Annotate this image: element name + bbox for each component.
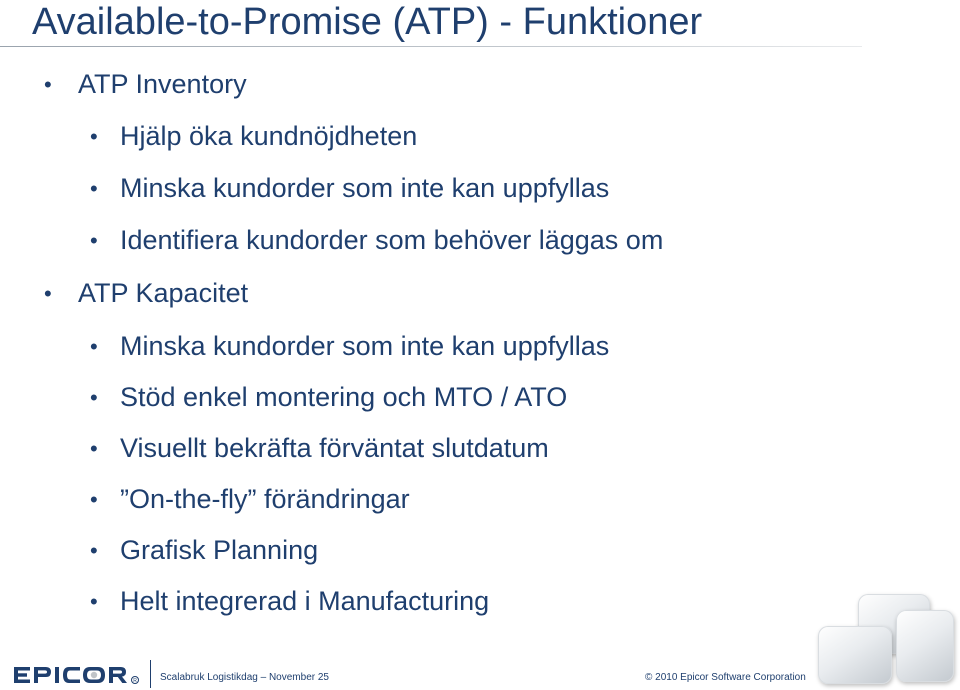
footer-copyright: © 2010 Epicor Software Corporation [645,672,806,683]
footer-divider [150,660,151,688]
bullet-item [90,330,610,362]
slide-title: Available-to-Promise (ATP) - Funktioner [32,1,703,43]
bullet-item [90,585,490,617]
epicor-logo [14,664,142,686]
bullet-item [90,120,418,152]
bullet-dot-icon: • [90,538,98,563]
bullet-dot-icon: • [44,72,52,97]
bullet-item [90,381,568,413]
bullet-dot-icon: • [44,281,52,306]
bullet-dot-icon: • [90,385,98,410]
bullet-dot-icon: • [90,176,98,201]
bullet-item [90,432,549,464]
bullet-dot-icon: • [90,228,98,253]
cube-icon [896,610,954,682]
cube-icon [818,626,892,684]
bullet-text: Grafisk Planning [120,535,319,565]
bullet-text: Identifiera kundorder som behöver läggas om [120,225,664,255]
bullet-text: Minska kundorder som inte kan uppfyllas [120,173,610,203]
bullet-item [44,277,249,309]
title-divider [0,46,862,47]
bullet-dot-icon: • [90,334,98,359]
bullet-dot-icon: • [90,436,98,461]
footer-event-label: Scalabruk Logistikdag – November 25 [160,672,329,683]
bullet-text: Hjälp öka kundnöjdheten [120,121,418,151]
bullet-text: ATP Kapacitet [78,278,249,308]
bullet-item [90,483,410,515]
bullet-dot-icon: • [90,487,98,512]
bullet-text: Visuellt bekräfta förväntat slutdatum [120,433,549,463]
svg-text:R: R [133,677,137,684]
bullet-dot-icon: • [90,589,98,614]
bullet-text: Stöd enkel montering och MTO / ATO [120,382,568,412]
bullet-text: Helt integrerad i Manufacturing [120,586,490,616]
bullet-text: Minska kundorder som inte kan uppfyllas [120,331,610,361]
bullet-item [44,68,247,100]
decorative-cubes [812,590,960,690]
bullet-item [90,534,319,566]
bullet-dot-icon: • [90,124,98,149]
bullet-text: ”On-the-fly” förändringar [120,484,410,514]
bullet-text: ATP Inventory [78,69,247,99]
bullet-item [90,224,664,256]
bullet-item [90,172,610,204]
epicor-logo-icon [14,665,142,685]
